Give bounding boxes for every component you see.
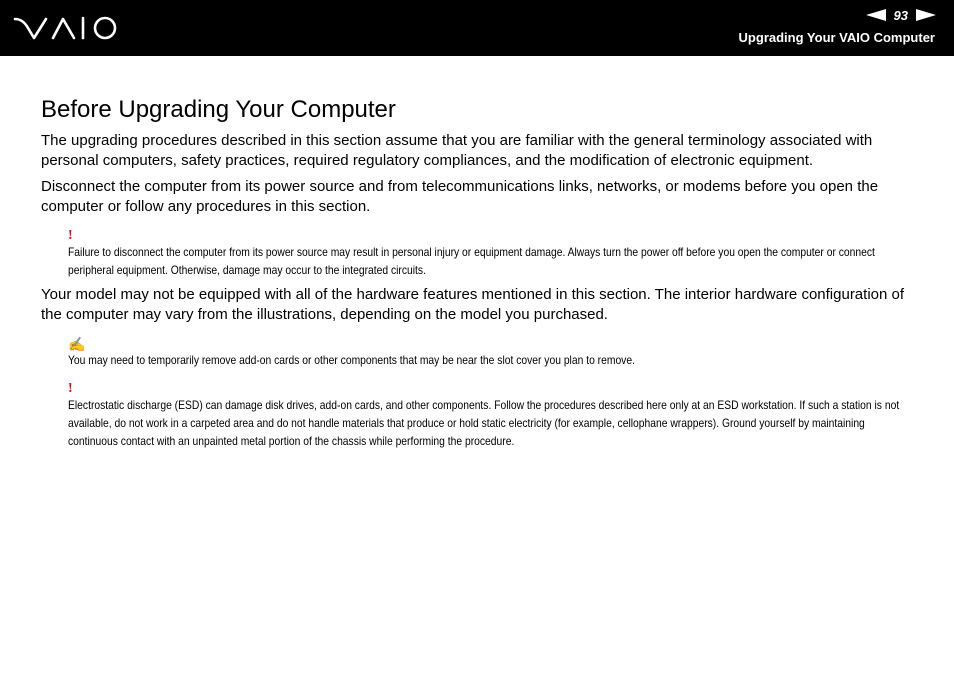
intro-paragraph: The upgrading procedures described in this section assume that you are familiar with the general terminology associated with personal computers, safety practices, required regulatory compliances, and the modification of electronic equipment. (41, 132, 873, 169)
vaio-logo (13, 14, 121, 42)
page-number: 93 (893, 7, 908, 23)
triangle-left-icon[interactable] (866, 9, 886, 21)
caution-icon: ! (68, 228, 73, 243)
disconnect-paragraph: Disconnect the computer from its power source and from telecommunications links, networks, or modems before you open the computer or follow any procedures in this section. (41, 178, 879, 215)
page-navigation (866, 7, 936, 23)
model-paragraph: Your model may not be equipped with all of the hardware features mentioned in this section. The interior hardware configuration of the computer may vary from the illustrations, depending on the model you purchased. (41, 286, 905, 323)
caution-block-2 (68, 382, 921, 450)
caution-block-1 (68, 229, 921, 279)
page-content (41, 95, 921, 456)
triangle-right-icon[interactable] (916, 9, 936, 21)
caution-icon: ! (68, 381, 73, 396)
note-text: You may need to temporarily remove add-on cards or other components that may be near the slot cover you plan to remove. (68, 353, 635, 367)
caution-text: Failure to disconnect the computer from its power source may result in personal injury or equipment damage. Always turn the power off before you open the computer or connect peripheral equipment. Otherwise, damage may occur to the integrated circuits. (68, 245, 875, 277)
caution-text: Electrostatic discharge (ESD) can damage disk drives, add-on cards, and other components. Follow the procedures described here only at an ESD workstation. If such a station is not available, do not work in a carpeted area and do not handle materials that produce or hold static electricity (for example, cellophane wrappers). Ground yourself by maintaining continuous contact with an unpainted metal portion of the chassis while performing the procedure. (68, 398, 900, 448)
page-title: Before Upgrading Your Computer (41, 96, 396, 123)
header-bar (0, 0, 954, 56)
note-block (68, 337, 921, 369)
pencil-note-icon: ✍ (68, 336, 86, 352)
section-title: Upgrading Your VAIO Computer (738, 30, 935, 45)
